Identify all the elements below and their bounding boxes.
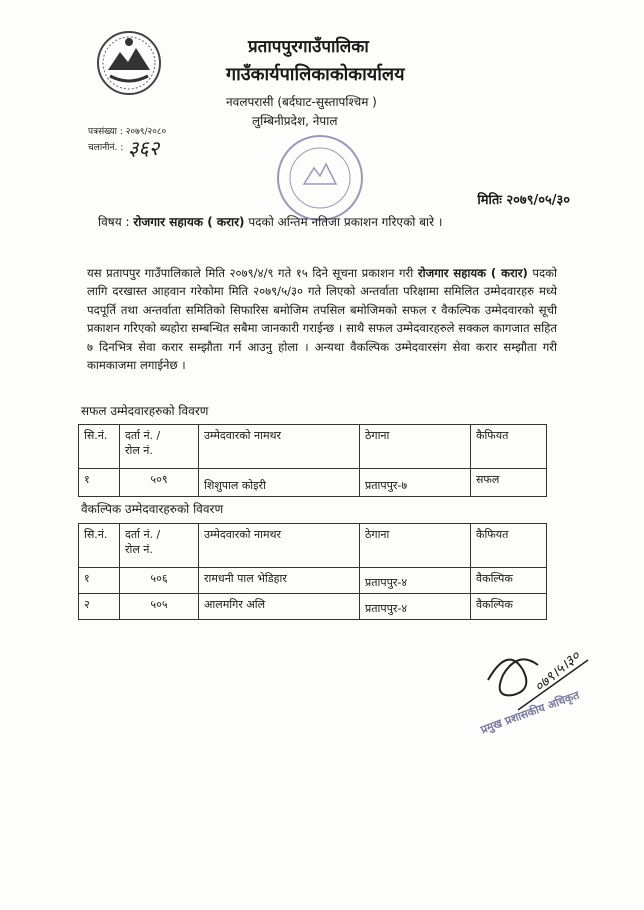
row-address: प्रतापपुर-७ xyxy=(360,469,471,497)
body-part-2: पदको लागि दरखास्त आहवान गरेकोमा मिति २०७९/५/३० गते लिएको अन्तर्वाता परिक्षामा समिलित उम्मेदवारहरु मध्ये पदपूर्ति तथा अन्तर्वाता समितिको सिफारिस बमोजिम तपसिल बमोजिमको सफल र वैकल्पिक उम्मेदवारको सूची प्रकाशन गरिएको ब्यहोरा सम्बन्धित सबैमा जानकारी गराईन्छ । साथै सफल उम्मेदवारहरुले सक्कल कागजात सहित ७ दिनभित्र सेवा करार सम्झौता गर्न आउनु होला । अन्यथा वैकल्पिक उम्मेदवारसंग सेवा करार सम्झौता गरी कामकाजमा लगाईनेछ । xyxy=(87,266,558,373)
row-roll: ५०९ xyxy=(120,469,199,497)
row-sn: १ xyxy=(79,568,120,594)
subject-text: पदको अन्तिम नतिजा प्रकाशन गरिएको बारे । xyxy=(248,215,443,229)
successful-table xyxy=(78,424,547,497)
successful-title: सफल उम्मेदवारहरुको विवरण xyxy=(81,404,209,418)
row-address: प्रतापपुर-४ xyxy=(360,594,471,620)
letter-body xyxy=(87,264,557,374)
office-name: गाउँकार्यपालिकाकोकार्यालय xyxy=(226,64,405,85)
municipality-name: प्रतापपुरगाउँपालिका xyxy=(248,37,369,57)
government-emblem xyxy=(96,30,162,96)
header-sn: सि.नं. xyxy=(79,524,120,568)
header-roll: दर्ता नं. / रोल नं. xyxy=(120,425,199,469)
alternative-table xyxy=(78,523,547,620)
district-line: नवलपरासी (बर्दघाट-सुस्तापश्चिम ) xyxy=(226,95,377,109)
header-name: उम्मेदवारको नामथर xyxy=(199,524,360,568)
header-remark: कैफियत xyxy=(471,425,547,469)
row-name: आलमगिर अलि xyxy=(199,594,360,620)
office-seal xyxy=(274,132,366,224)
header-address: ठेगाना xyxy=(360,524,471,568)
body-part-1: यस प्रतापपुर गाउँपालिकाले मिति २०७९/४/९ गते १५ दिने सूचना प्रकाशन गरी xyxy=(87,266,414,280)
header-name: उम्मेदवारको नामथर xyxy=(199,425,360,469)
header-remark: कैफियत xyxy=(471,524,547,568)
row-name: रामधनी पाल भेडिहार xyxy=(199,568,360,594)
subject-post: रोजगार सहायक ( करार) xyxy=(133,215,245,229)
dispatch-label: चलानीनं. : xyxy=(88,143,124,153)
subject-prefix: विषय : xyxy=(98,215,130,229)
row-name: शिशुपाल कोइरी xyxy=(199,469,360,497)
row-sn: २ xyxy=(79,594,120,620)
row-roll: ५०६ xyxy=(120,568,199,594)
row-roll: ५०५ xyxy=(120,594,199,620)
row-address: प्रतापपुर-४ xyxy=(360,568,471,594)
province-line: लुम्बिनीप्रदेश, नेपाल xyxy=(252,114,338,128)
alternative-title: वैकल्पिक उम्मेदवारहरुको विवरण xyxy=(81,502,224,516)
subject-line xyxy=(98,213,442,230)
table-row xyxy=(79,568,547,594)
row-remark: वैकल्पिक xyxy=(471,568,547,594)
table-row xyxy=(79,469,547,497)
header-address: ठेगाना xyxy=(360,425,471,469)
row-remark: वैकल्पिक xyxy=(471,594,547,620)
signature-date: ०७९।५।३० xyxy=(531,648,584,696)
table-row xyxy=(79,594,547,620)
row-remark: सफल xyxy=(471,469,547,497)
row-sn: १ xyxy=(79,469,120,497)
body-post-name: रोजगार सहायक ( करार) xyxy=(417,266,528,280)
header-roll: दर्ता नं. / रोल नं. xyxy=(120,524,199,568)
header-sn: सि.नं. xyxy=(79,425,120,469)
dispatch-number: ३६२ xyxy=(128,136,160,160)
letter-date: मितिः २०७९/०५/३० xyxy=(477,193,570,208)
officer-stamp: प्रमुख प्रशासकीय अधिकृत xyxy=(478,688,582,737)
reference-number: पत्रसंख्या : २०७९/२०८० xyxy=(88,127,167,137)
